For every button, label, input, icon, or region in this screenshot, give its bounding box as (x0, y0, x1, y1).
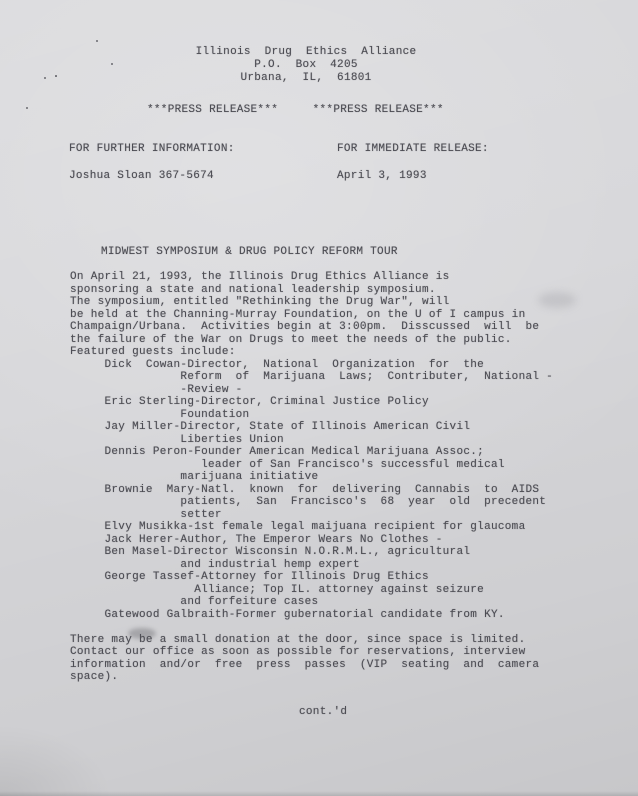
body-line: Jay Miller-Director, State of Illinois American Civil (70, 421, 471, 433)
body-line: and forfeiture cases (70, 596, 319, 608)
body-line: Alliance; Top IL. attorney against seizure (70, 583, 485, 596)
letterhead-line: P.O. Box 4205 (254, 59, 358, 71)
paper-speck (111, 63, 113, 65)
body-line: Dennis Peron-Founder American Medical Marijuana Assoc.; (70, 446, 485, 458)
release-date: April 3, 1993 (337, 170, 427, 182)
body-line: marijuana initiative (70, 471, 319, 483)
body-line: Reform of Marijuana Laws; Contributer, National - (70, 371, 554, 383)
body-line: George Tassef-Attorney for Illinois Drug Ethics (70, 571, 429, 583)
body-line: patients, San Francisco's 68 year old precedent (70, 496, 547, 508)
paper-speck (96, 40, 98, 42)
body-line: Foundation (70, 408, 250, 421)
body-line: Gatewood Galbraith-Former gubernatorial candidate from KY. (70, 608, 505, 621)
immediate-release-label: FOR IMMEDIATE RELEASE: (337, 143, 489, 155)
body-line: Liberties Union (70, 433, 284, 446)
body-line: leader of San Francisco's successful medical (70, 458, 505, 471)
body-line: space). (70, 671, 119, 683)
body-line: Eric Sterling-Director, Criminal Justice Policy (70, 396, 429, 408)
letterhead (0, 46, 612, 85)
body-line: be held at the Channing-Murray Foundation, on the U of I campus in (70, 308, 526, 321)
body-line: Jack Herer-Author, The Emperor Wears No Clothes - (70, 533, 443, 546)
body-line (70, 621, 553, 634)
continued-note: cont.'d (299, 706, 348, 718)
body-line: Champaign/Urbana. Activities begin at 3:00pm. Disscussed will be (70, 321, 540, 333)
body-line: sponsoring a state and national leadership symposium. (70, 283, 436, 296)
letterhead-line: Illinois Drug Ethics Alliance (195, 46, 417, 58)
contact-name-phone: Joshua Sloan 367-5674 (69, 170, 214, 182)
body-line: There may be a small donation at the door, since space is limited. (70, 633, 526, 646)
press-release-banner: ***PRESS RELEASE*** ***PRESS RELEASE*** (147, 104, 444, 116)
body-line: Contact our office as soon as possible for reservations, interview (70, 646, 526, 658)
body-line: setter (70, 508, 222, 521)
further-information-label: FOR FURTHER INFORMATION: (69, 143, 235, 155)
paper-speck (26, 107, 28, 109)
body-line: the failure of the War on Drugs to meet the needs of the public. (70, 333, 512, 346)
page-corner-shadow (0, 726, 110, 796)
body-line: Dick Cowan-Director, National Organization for the (70, 358, 485, 371)
body-line: Brownie Mary-Natl. known for delivering Cannabis to AIDS (70, 483, 540, 496)
body-line: Featured guests include: (70, 346, 236, 358)
headline: MIDWEST SYMPOSIUM & DRUG POLICY REFORM TOUR (101, 246, 398, 258)
body-line: The symposium, entitled "Rethinking the Drug War", will (70, 296, 450, 308)
body-line: Elvy Musikka-1st female legal maijuana recipient for glaucoma (70, 521, 526, 533)
page-bottom-edge-shadow (0, 791, 638, 796)
body-line: information and/or free press passes (VIP seating and camera (70, 658, 540, 671)
letterhead-line: Urbana, IL, 61801 (240, 72, 372, 84)
body-line: Ben Masel-Director Wisconsin N.O.R.M.L., agricultural (70, 546, 471, 558)
paper-speck (44, 77, 46, 79)
body-line: and industrial hemp expert (70, 558, 360, 571)
body-text (70, 271, 553, 684)
paper-speck (55, 75, 57, 77)
body-line: On April 21, 1993, the Illinois Drug Ethics Alliance is (70, 271, 450, 283)
body-line: -Review - (70, 383, 243, 396)
